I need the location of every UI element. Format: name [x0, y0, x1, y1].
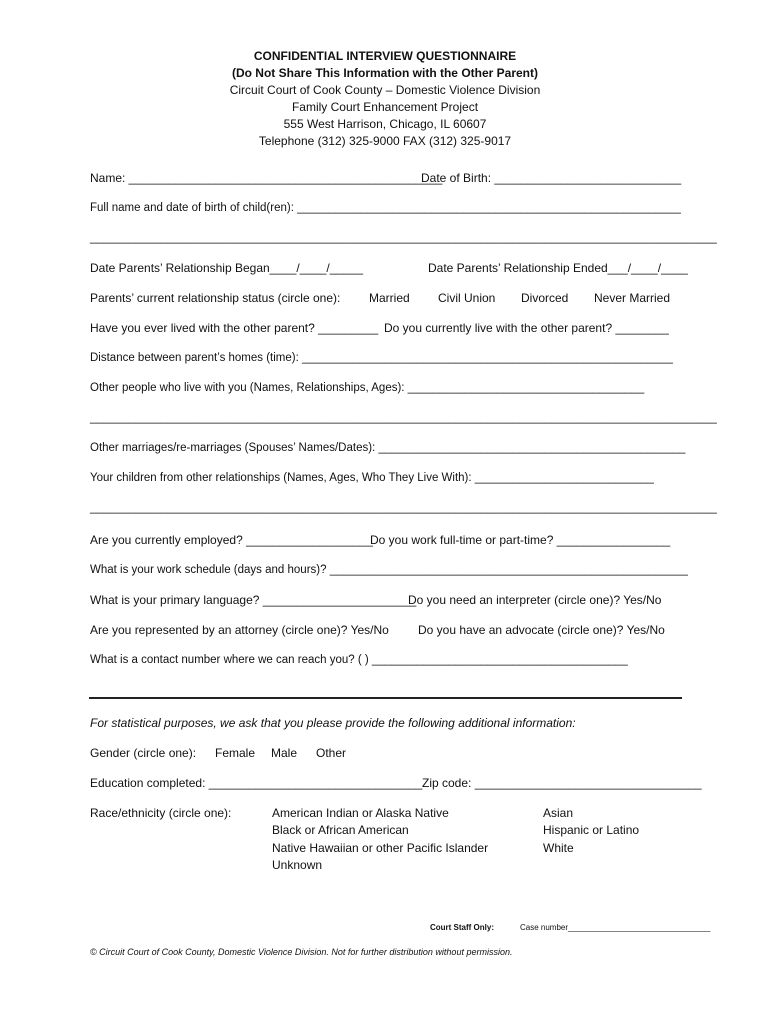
- court-staff-label: Court Staff Only:: [430, 923, 494, 932]
- gender-option-male[interactable]: Male: [271, 746, 298, 760]
- children-field[interactable]: Full name and date of birth of child(ren): ____________________________________________________________: [90, 202, 681, 214]
- education-field[interactable]: Education completed: ________________________________: [90, 776, 423, 790]
- marriages-field[interactable]: Other marriages/re-marriages (Spouses’ Names/Dates): ________________________________________________: [90, 442, 686, 454]
- race-option-black[interactable]: Black or African American: [272, 823, 409, 837]
- language-field[interactable]: What is your primary language? _______________________: [90, 593, 417, 607]
- status-option-civil-union[interactable]: Civil Union: [438, 291, 496, 305]
- form-subtitle: (Do Not Share This Information with the Other Parent): [231, 66, 538, 80]
- relationship-ended-field[interactable]: Date Parents’ Relationship Ended___/____/____: [428, 261, 688, 275]
- lived-with-field[interactable]: Have you ever lived with the other parent? _________: [90, 321, 379, 335]
- statistics-intro: For statistical purposes, we ask that you please provide the following additional information:: [90, 716, 576, 730]
- court-phone: Telephone (312) 325-9000 FAX (312) 325-9017: [258, 134, 512, 148]
- race-option-hispanic[interactable]: Hispanic or Latino: [543, 823, 640, 837]
- children-field-continued[interactable]: __________________________________________________________________________________________________: [90, 232, 717, 244]
- race-option-native-hawaiian[interactable]: Native Hawaiian or other Pacific Islander: [272, 841, 489, 855]
- fulltime-field[interactable]: Do you work full-time or part-time? _________________: [370, 533, 671, 547]
- name-field[interactable]: Name: _______________________________________________: [90, 171, 443, 185]
- race-option-american-indian[interactable]: American Indian or Alaska Native: [272, 806, 449, 820]
- court-address: 555 West Harrison, Chicago, IL 60607: [283, 117, 487, 131]
- attorney-field[interactable]: Are you represented by an attorney (circle one)? Yes/No: [90, 623, 389, 637]
- advocate-field[interactable]: Do you have an advocate (circle one)? Yes/No: [418, 623, 665, 637]
- distance-field[interactable]: Distance between parent’s homes (time): __________________________________________________________: [90, 352, 673, 364]
- children-other-field[interactable]: Your children from other relationships (Names, Ages, Who They Live With): ____________________________: [90, 472, 654, 484]
- race-option-unknown[interactable]: Unknown: [272, 858, 323, 872]
- other-people-field-continued[interactable]: __________________________________________________________________________________________________: [90, 412, 717, 424]
- form-title: CONFIDENTIAL INTERVIEW QUESTIONNAIRE: [253, 49, 517, 63]
- zip-field[interactable]: Zip code: __________________________________: [422, 776, 702, 790]
- relationship-status-label: Parents’ current relationship status (circle one):: [90, 291, 341, 305]
- race-label: Race/ethnicity (circle one):: [90, 806, 232, 820]
- status-option-divorced[interactable]: Divorced: [521, 291, 569, 305]
- live-now-field[interactable]: Do you currently live with the other parent? ________: [384, 321, 669, 335]
- schedule-field[interactable]: What is your work schedule (days and hours)? ________________________________________________________: [90, 564, 688, 576]
- court-name: Circuit Court of Cook County – Domestic Violence Division: [229, 83, 541, 97]
- status-option-married[interactable]: Married: [369, 291, 410, 305]
- section-divider: [89, 697, 682, 699]
- gender-label: Gender (circle one):: [90, 746, 197, 760]
- relationship-began-field[interactable]: Date Parents’ Relationship Began____/____/_____: [90, 261, 364, 275]
- case-number-field[interactable]: Case number________________________________: [520, 923, 711, 932]
- gender-option-other[interactable]: Other: [316, 746, 347, 760]
- status-option-never-married[interactable]: Never Married: [594, 291, 671, 305]
- race-option-asian[interactable]: Asian: [543, 806, 574, 820]
- copyright-footer: © Circuit Court of Cook County, Domestic Violence Division. Not for further distribution without permission.: [90, 947, 513, 957]
- interpreter-field[interactable]: Do you need an interpreter (circle one)? Yes/No: [408, 593, 662, 607]
- project-name: Family Court Enhancement Project: [291, 100, 479, 114]
- race-option-white[interactable]: White: [543, 841, 574, 855]
- gender-option-female[interactable]: Female: [215, 746, 256, 760]
- dob-field[interactable]: Date of Birth: ____________________________: [421, 171, 682, 185]
- other-people-field[interactable]: Other people who live with you (Names, Relationships, Ages): _____________________________________: [90, 382, 645, 394]
- contact-field[interactable]: What is a contact number where we can reach you? ( ) ________________________________________: [90, 654, 628, 666]
- employed-field[interactable]: Are you currently employed? ___________________: [90, 533, 373, 547]
- children-other-field-continued[interactable]: __________________________________________________________________________________________________: [90, 502, 717, 514]
